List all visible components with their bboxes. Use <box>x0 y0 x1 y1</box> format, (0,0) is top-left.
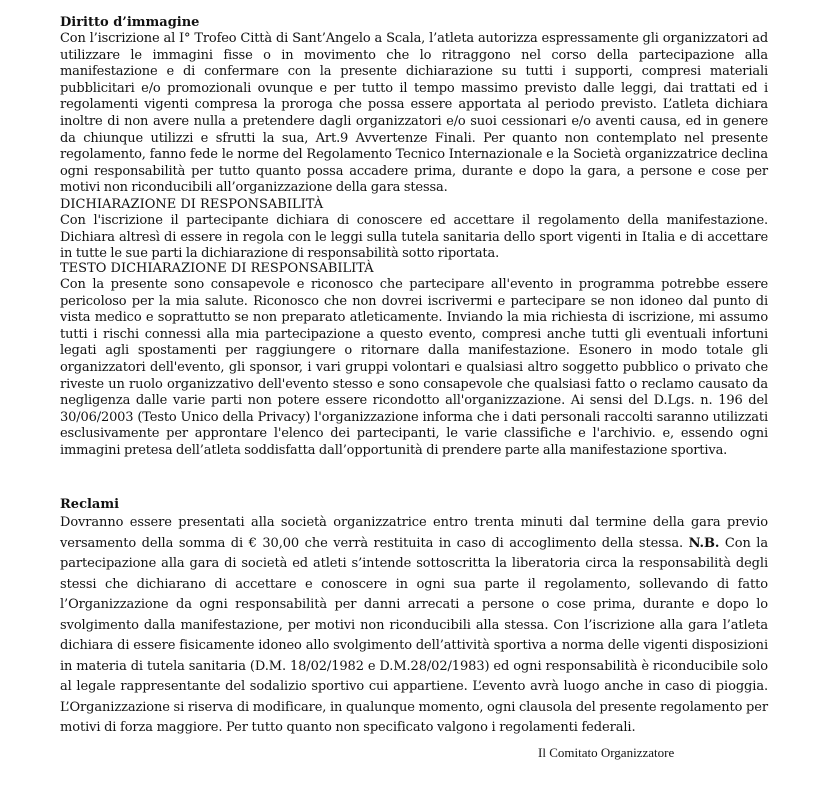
testo-paragraph: Con la presente sono consapevole e riconosco che partecipare all'evento in programma potrebbe essere pericoloso per la mia salute. Riconosco che non dovrei iscrivermi e partecipare se non idoneo dal punto di vista medico e soprattutto se non preparato atleticamente. Inviando la mia richiesta di iscrizione, mi assumo tutti i rischi connessi alla mia partecipazione a questo evento, compresi anche tutti gli eventuali infortuni legati agli spostamenti per raggiungere o ritornare dalla manifestazione. Esonero in modo totale gli organizzatori dell'evento, gli sponsor, i vari gruppi volontari e qualsiasi altro soggetto pubblico o privato che riveste un ruolo organizzativo dell'evento stesso e sono consapevole che qualsiasi fatto o reclamo causato da negligenza dalle varie parti non potere essere ricondotto all'organizzazione. Ai sensi del D.Lgs. n. 196 del 30/06/2003 (Testo Unico della Privacy) l'organizzazione informa che i dati personali raccolti saranno utilizzati esclusivamente per approntare l'elenco dei partecipanti, le varie classifiche e l'archivio. e, essendo ogni immagini pretesa dell’atleta soddisfatta dall’opportunità di prendere parte alla manifestazione sportiva. <box>60 277 768 458</box>
reclami-paragraph <box>60 513 768 739</box>
signature: Il Comitato Organizzatore <box>538 745 675 760</box>
section-testo-dichiarazione <box>60 260 768 460</box>
dichiarazione-paragraph: Con l'iscrizione il partecipante dichiara di conoscere ed accettare il regolamento della manifestazione. Dichiara altresì di essere in regola con le leggi sulla tutela sanitaria dello sport vigenti in Italia e di accettare in tutte le sue parti la dichiarazione di responsabilità sotto riportata. <box>60 213 768 262</box>
diritto-paragraph: Con l’iscrizione al I° Trofeo Città di Sant’Angelo a Scala, l’atleta autorizza espressamente gli organizzatori ad utilizzare le immagini fisse o in movimento che lo ritraggono nel corso della partecipazione alla manifestazione e di confermare con la presente dichiarazione su tutti i supporti, compresi materiali pubblicitari e/o promozionali ovunque e per tutto il tempo massimo previsto dalle leggi, dai trattati ed i regolamenti vigenti compresa la proroga che possa essere apportata al periodo previsto. L’atleta dichiara inoltre di non avere nulla a pretendere dagli organizzatori e/o suoi cessionari e/o aventi causa, ed in genere da chiunque utilizzi e sfrutti la sua, Art.9 Avvertenze Finali. Per quanto non contemplato nel presente regolamento, fanno fede le norme del Regolamento Tecnico Internazionale e la Società organizzatrice declina ogni responsabilità per tutto quanto possa accadere prima, durante e dopo la gara, a persone e cose per motivi non riconducibili all’organizzazione della gara stessa. <box>60 31 768 196</box>
diritto-heading: Diritto d’immagine <box>60 15 200 30</box>
reclami-text-after: Con la partecipazione alla gara di società ed atleti s’intende sottoscritta la liberatoria circa la responsabilità degli stessi che dichiarano di accettare e conoscere in ogni sua parte il regolamento, sollevando di fatto l’Organizzazione da ogni responsabilità per danni arrecati a persone o cose prima, durante e dopo lo svolgimento dalla manifestazione, per motivi non riconducibili alla stessa. Con l’iscrizione alla gara l’atleta dichiara di essere fisicamente idoneo allo svolgimento dell’attività sportiva a norma delle vigenti disposizioni in materia di tutela sanitaria (D.M. 18/02/1982 e D.M.28/02/1983) ed ogni responsabilità è riconducibile solo al legale rappresentante del sodalizio sportivo cui appartiene. L’evento avrà luogo anche in caso di pioggia. L’Organizzazione si riserva di modificare, in qualunque momento, ogni clausola del presente regolamento per motivi di forza maggiore. Per tutto quanto non specificato valgono i regolamenti federali. <box>60 535 768 735</box>
reclami-heading: Reclami <box>60 497 120 512</box>
dichiarazione-heading: DICHIARAZIONE DI RESPONSABILITÀ <box>60 197 324 212</box>
reclami-text-before: Dovranno essere presentati alla società organizzatrice entro trenta minuti dal termine della gara previo versamento della somma di € 30,00 che verrà restituita in caso di accoglimento della stessa. <box>60 515 768 551</box>
testo-heading: TESTO DICHIARAZIONE DI RESPONSABILITÀ <box>60 261 374 276</box>
nb-label: N.B. <box>688 535 720 551</box>
section-dichiarazione <box>60 196 768 263</box>
section-diritto-immagine <box>60 14 768 197</box>
section-reclami <box>60 496 768 739</box>
